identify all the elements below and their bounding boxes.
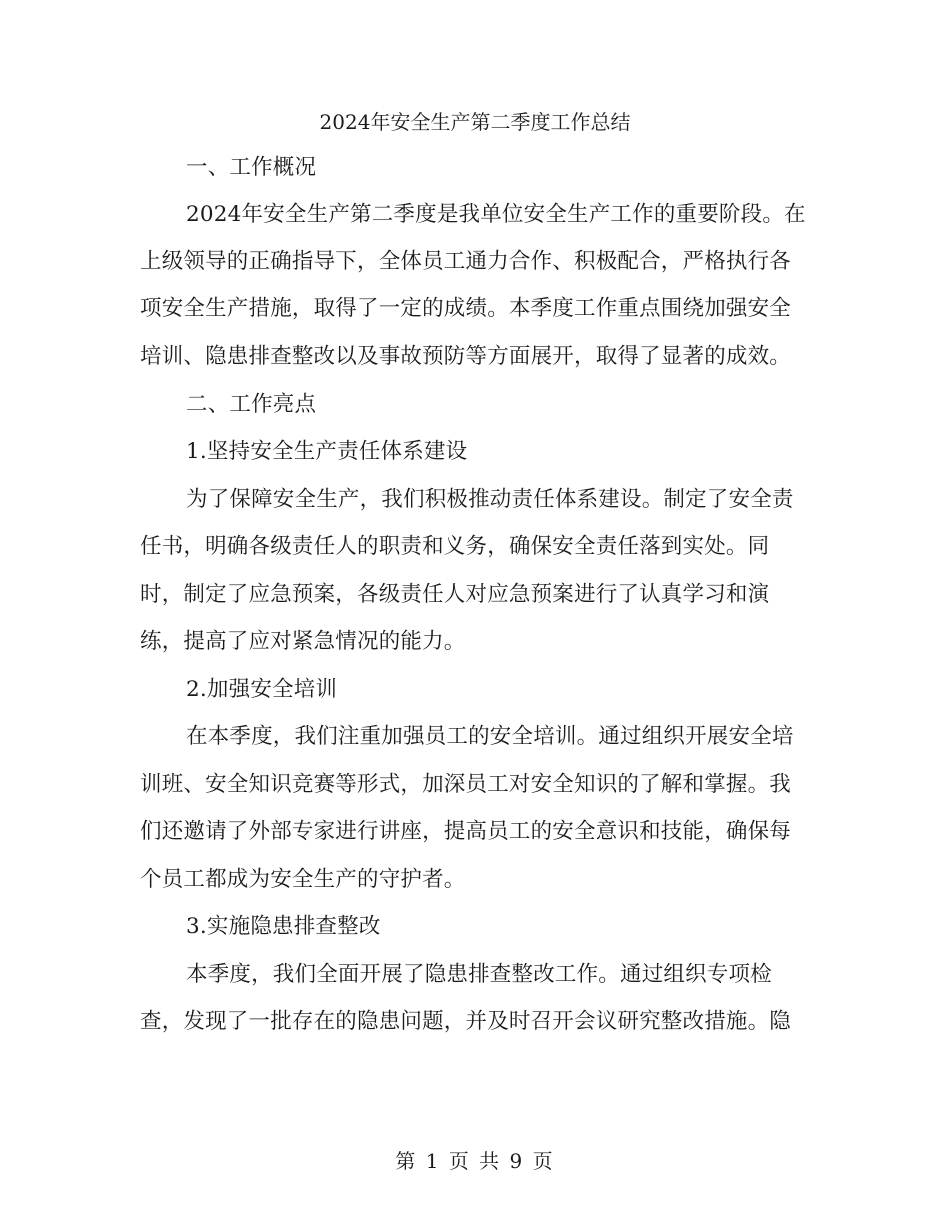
section-heading-highlights: 二、工作亮点 bbox=[186, 392, 317, 417]
paragraph-line: 们还邀请了外部专家进行讲座，提高员工的安全意识和技能，确保每 bbox=[140, 819, 792, 844]
document-title: 2024年安全生产第二季度工作总结 bbox=[319, 110, 631, 134]
subheading-hazard-inspection: 3.实施隐患排查整改 bbox=[186, 914, 381, 939]
section-heading-overview: 一、工作概况 bbox=[186, 155, 317, 180]
paragraph-line: 查，发现了一批存在的隐患问题，并及时召开会议研究整改措施。隐 bbox=[140, 1009, 792, 1034]
paragraph-line: 个员工都成为安全生产的守护者。 bbox=[140, 867, 466, 892]
paragraph-line: 练，提高了应对紧急情况的能力。 bbox=[140, 629, 466, 654]
paragraph-line: 任书，明确各级责任人的职责和义务，确保安全责任落到实处。同 bbox=[140, 534, 770, 559]
paragraph-line: 为了保障安全生产，我们积极推动责任体系建设。制定了安全责 bbox=[186, 487, 794, 512]
paragraph-line: 项安全生产措施，取得了一定的成绩。本季度工作重点围绕加强安全 bbox=[140, 296, 792, 321]
paragraph-line: 培训、隐患排查整改以及事故预防等方面展开，取得了显著的成效。 bbox=[140, 344, 792, 369]
subheading-training: 2.加强安全培训 bbox=[186, 677, 338, 702]
page-number: 第 1 页 共 9 页 bbox=[395, 1149, 555, 1173]
paragraph-line: 训班、安全知识竞赛等形式，加深员工对安全知识的了解和掌握。我 bbox=[140, 772, 792, 797]
paragraph-line: 本季度，我们全面开展了隐患排查整改工作。通过组织专项检 bbox=[186, 962, 772, 987]
paragraph-line: 时，制定了应急预案，各级责任人对应急预案进行了认真学习和演 bbox=[140, 582, 770, 607]
subheading-responsibility: 1.坚持安全生产责任体系建设 bbox=[186, 439, 468, 464]
paragraph-line: 上级领导的正确指导下，全体员工通力合作、积极配合，严格执行各 bbox=[140, 249, 792, 274]
paragraph-line: 在本季度，我们注重加强员工的安全培训。通过组织开展安全培 bbox=[186, 724, 794, 749]
paragraph-line: 2024年安全生产第二季度是我单位安全生产工作的重要阶段。在 bbox=[186, 202, 806, 227]
